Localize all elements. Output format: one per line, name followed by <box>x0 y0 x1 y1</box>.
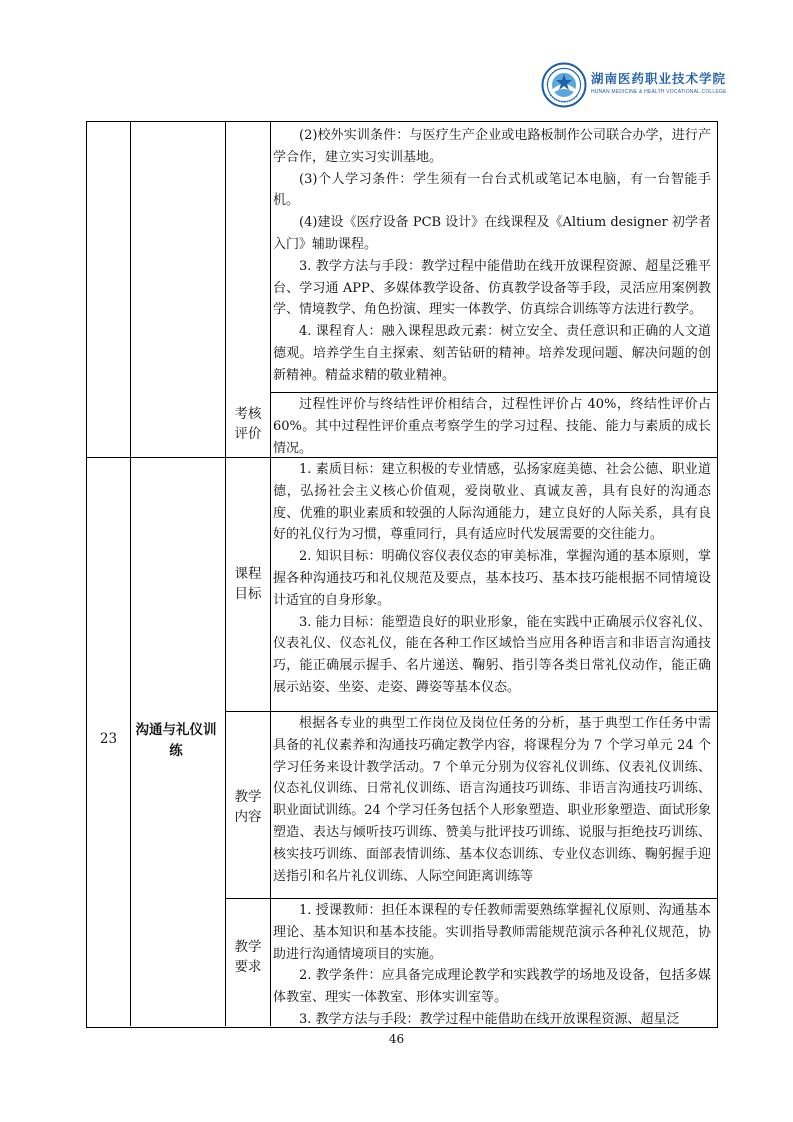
objectives-text <box>273 459 711 699</box>
assessment-text <box>273 394 711 459</box>
paragraph: 根据各专业的典型工作岗位及岗位任务的分析，基于典型工作任务中需具备的礼仪素养和沟通技巧确定教学内容，将课程分为 7 个学习单元 24 个学习任务来设计教学活动。7 个单元分别为仪容礼仪训练、仪表礼仪训练、仪态礼仪训练、日常礼仪训练、语言沟通技巧训练、非语言沟通技巧训练、职业面试训练。24 个学习任务包括个人形象塑造、职业形象塑造、面试形象塑造、表达与倾听技巧训练、赞美与批评技巧训练、说服与拒绝技巧训练、核实技巧训练、面部表情训练、基本仪态训练、专业仪态训练、鞠躬握手迎送指引和名片礼仪训练、人际空间距离训练等 <box>273 716 711 884</box>
row-divider <box>270 392 717 393</box>
paragraph: (4)建设《医疗设备 PCB 设计》在线课程及《Altium designer 初学者入门》辅助课程。 <box>273 215 711 252</box>
col-divider <box>270 122 271 1026</box>
school-name-en: HUNAN MEDICINE & HEALTH VOCATIONAL COLLEGE <box>591 89 727 95</box>
paragraph: 3. 能力目标：能塑造良好的职业形象，能在实践中正确展示仪容礼仪、仪表礼仪、仪态礼仪，能在各种工作区域恰当应用各种语言和非语言沟通技巧，能正确展示握手、名片递送、鞠躬、指引等各类日常礼仪动作，能正确展示站姿、坐姿、走姿、蹲姿等基本仪态。 <box>273 614 711 695</box>
paragraph: 1. 素质目标：建立积极的专业情感，弘扬家庭美德、社会公德、职业道德，弘扬社会主义核心价值观，爱岗敬业、真诚友善，具有良好的沟通态度、优雅的职业素质和较强的人际沟通能力，建立良好的人际关系，具有良好的礼仪行为习惯，尊重同行，具有适应时代发展需要的交往能力。 <box>273 462 711 543</box>
paragraph: 4. 课程育人：融入课程思政元素：树立安全、责任意识和正确的人文道德观。培养学生自主探索、刻苦钻研的精神。培养发现问题、解决问题的创新精神。精益求精的敬业精神。 <box>273 324 711 383</box>
row-divider <box>225 898 717 899</box>
col-divider <box>225 122 226 1026</box>
course-number: 23 <box>99 731 118 747</box>
page-number: 46 <box>388 1032 405 1046</box>
school-name: 湖南医药职业技术学院 <box>591 71 727 86</box>
requirements-label: 教学要求 <box>234 939 262 975</box>
row-divider <box>225 711 717 712</box>
school-logo <box>541 62 727 110</box>
paragraph: 2. 知识目标：明确仪容仪表仪态的审美标准，掌握沟通的基本原则，掌握各种沟通技巧和礼仪规范及要点，基本技巧、基本技巧能根据不同情境设计适宜的自身形象。 <box>273 549 711 608</box>
objectives-label: 课程目标 <box>234 566 262 602</box>
course-name: 沟通与礼仪训练 <box>135 722 217 759</box>
assessment-label: 考核评价 <box>234 406 262 442</box>
requirements-text <box>273 900 711 1031</box>
school-emblem-icon <box>541 62 587 108</box>
paragraph: (3)个人学习条件：学生须有一台台式机或笔记本电脑，有一台智能手机。 <box>273 171 711 209</box>
paragraph: (2)校外实训条件：与医疗生产企业或电路板制作公司联合办学，进行产学合作，建立实习实训基地。 <box>273 128 711 165</box>
paragraph: 2. 教学条件：应具备完成理论教学和实践教学的场地及设备，包括多媒体教室、理实一体教室、形体实训室等。 <box>273 968 711 1006</box>
paragraph: 3. 教学方法与手段：教学过程中能借助在线开放课程资源、超星泛雅平台、学习通 APP、多媒体教学设备、仿真教学设备等手段，灵活应用案例教学、情境教学、角色扮演、理实一体教学、仿真综合训练等方法进行教学。 <box>273 258 711 318</box>
col-divider <box>130 122 131 1026</box>
content-text <box>273 713 711 887</box>
content-label: 教学内容 <box>234 789 262 825</box>
paragraph: 1. 授课教师：担任本课程的专任教师需要熟练掌握礼仪原则、沟通基本理论、基本知识和基本技能。实训指导教师需能规范演示各种礼仪规范，协助进行沟通情境项目的实施。 <box>273 903 711 962</box>
teaching-requirements-continued <box>273 125 711 387</box>
curriculum-table <box>86 121 718 1028</box>
paragraph: 过程性评价与终结性评价相结合，过程性评价占 40%，终结性评价占 60%。其中过程性评价重点考察学生的学习过程、技能、能力与素质的成长情况。 <box>273 397 711 456</box>
paragraph: 3. 教学方法与手段：教学过程中能借助在线开放课程资源、超星泛 <box>299 1011 680 1027</box>
